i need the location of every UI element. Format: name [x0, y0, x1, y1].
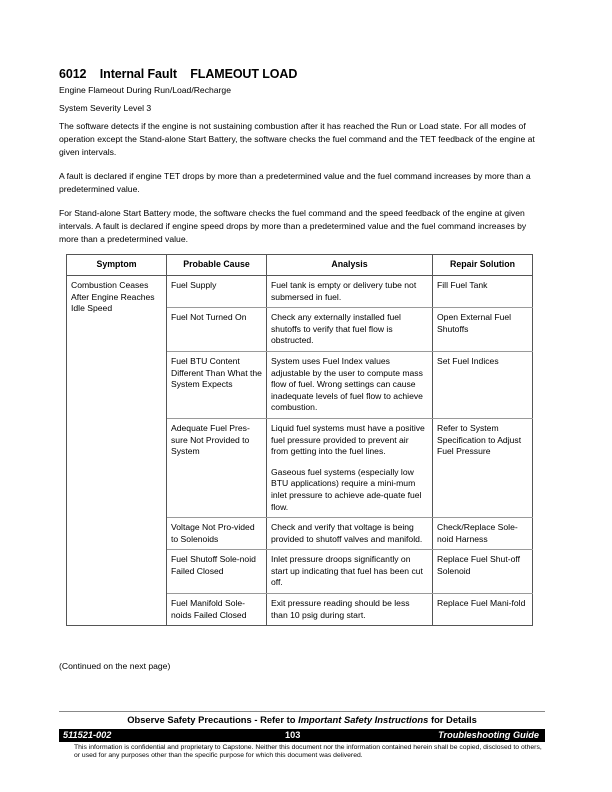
repair-cell: Replace Fuel Shut-off Solenoid [433, 550, 533, 594]
table-header-row [67, 255, 533, 276]
cause-cell: Fuel Supply [167, 276, 267, 308]
repair-cell: Fill Fuel Tank [433, 276, 533, 308]
safety-notice [59, 714, 545, 725]
header-analysis: Analysis [267, 255, 433, 276]
troubleshooting-table [66, 254, 533, 626]
footer-divider [59, 711, 545, 712]
analysis-cell [267, 418, 433, 517]
fault-name: FLAMEOUT LOAD [190, 67, 298, 81]
safety-text-post: for Details [428, 714, 477, 725]
cause-cell: Adequate Fuel Pres-sure Not Provided to System [167, 418, 267, 517]
analysis-cell: Exit pressure reading should be less than 10 psig during start. [267, 594, 433, 626]
cause-cell: Fuel Not Turned On [167, 308, 267, 352]
fault-code: 6012 [59, 67, 87, 81]
cause-cell: Voltage Not Pro-vided to Solenoids [167, 518, 267, 550]
analysis-gaseous-text: Gaseous fuel systems (especially low BTU applications) require a mini-mum inlet pressure to achieve ade-quate fuel flow. [271, 466, 422, 512]
cause-cell: Fuel Shutoff Sole-noid Failed Closed [167, 550, 267, 594]
repair-cell: Replace Fuel Mani-fold [433, 594, 533, 626]
cause-cell: Fuel BTU Content Different Than What the System Expects [167, 351, 267, 418]
description-paragraph: The software detects if the engine is not sustaining combustion after it has reached the Run or Load state. For all modes of operation except the Stand-alone Start Battery, the software checks the fuel command and the TET feedback of the engine at given intervals. [59, 121, 535, 158]
confidentiality-notice: This information is confidential and proprietary to Capstone. Neither this document nor the information contained herein shall be copied, disclosed to others, or used for any purposes other than the specific purpose for which this document was delivered. [74, 744, 542, 760]
fault-category: Internal Fault [99, 67, 177, 81]
repair-cell: Set Fuel Indices [433, 351, 533, 418]
footer-bar [59, 729, 545, 742]
repair-cell: Refer to System Specification to Adjust Fuel Pressure [433, 418, 533, 517]
header-probable-cause: Probable Cause [167, 255, 267, 276]
continued-note: (Continued on the next page) [59, 661, 171, 671]
page-number: 103 [285, 730, 301, 740]
header-repair-solution: Repair Solution [433, 255, 533, 276]
analysis-cell: Inlet pressure droops significantly on start up indicating that fuel has been cut off. [267, 550, 433, 594]
symptom-cell: Combustion Ceases After Engine Reaches Idle Speed [67, 276, 167, 626]
header-symptom: Symptom [67, 255, 167, 276]
guide-name: Troubleshooting Guide [438, 730, 539, 740]
repair-cell: Check/Replace Sole-noid Harness [433, 518, 533, 550]
fault-subtitle: Engine Flameout During Run/Load/Recharge [59, 85, 231, 95]
analysis-cell: System uses Fuel Index values adjustable by the user to compute mass flow of fuel. Wrong settings can cause inadequate levels of fuel flow to achieve combustion. [267, 351, 433, 418]
safety-text-pre: Observe Safety Precautions - Refer to [127, 714, 299, 725]
analysis-cell: Fuel tank is empty or delivery tube not submersed in fuel. [267, 276, 433, 308]
repair-cell: Open External Fuel Shutoffs [433, 308, 533, 352]
safety-instructions-ref: Important Safety Instructions [298, 714, 429, 725]
table-row [67, 276, 533, 308]
analysis-cell: Check any externally installed fuel shutoffs to verify that fuel flow is obstructed. [267, 308, 433, 352]
analysis-liquid-text: Liquid fuel systems must have a positive fuel pressure provided to prevent air from getting into the fuel lines. [271, 422, 425, 457]
analysis-cell: Check and verify that voltage is being provided to shutoff valves and manifold. [267, 518, 433, 550]
description-paragraph: For Stand-alone Start Battery mode, the software checks the fuel command and the speed feedback of the engine at given intervals. A fault is declared if engine speed drops by more than a predetermined value and the fuel command increases by more than a predetermined value. [59, 208, 527, 245]
severity-level: System Severity Level 3 [59, 103, 152, 113]
fault-heading [59, 67, 307, 81]
description-paragraph: A fault is declared if engine TET drops by more than a predetermined value and the fuel command increases by more than a predetermined value. [59, 171, 531, 195]
document-number: 511521-002 [63, 730, 112, 740]
cause-cell: Fuel Manifold Sole-noids Failed Closed [167, 594, 267, 626]
